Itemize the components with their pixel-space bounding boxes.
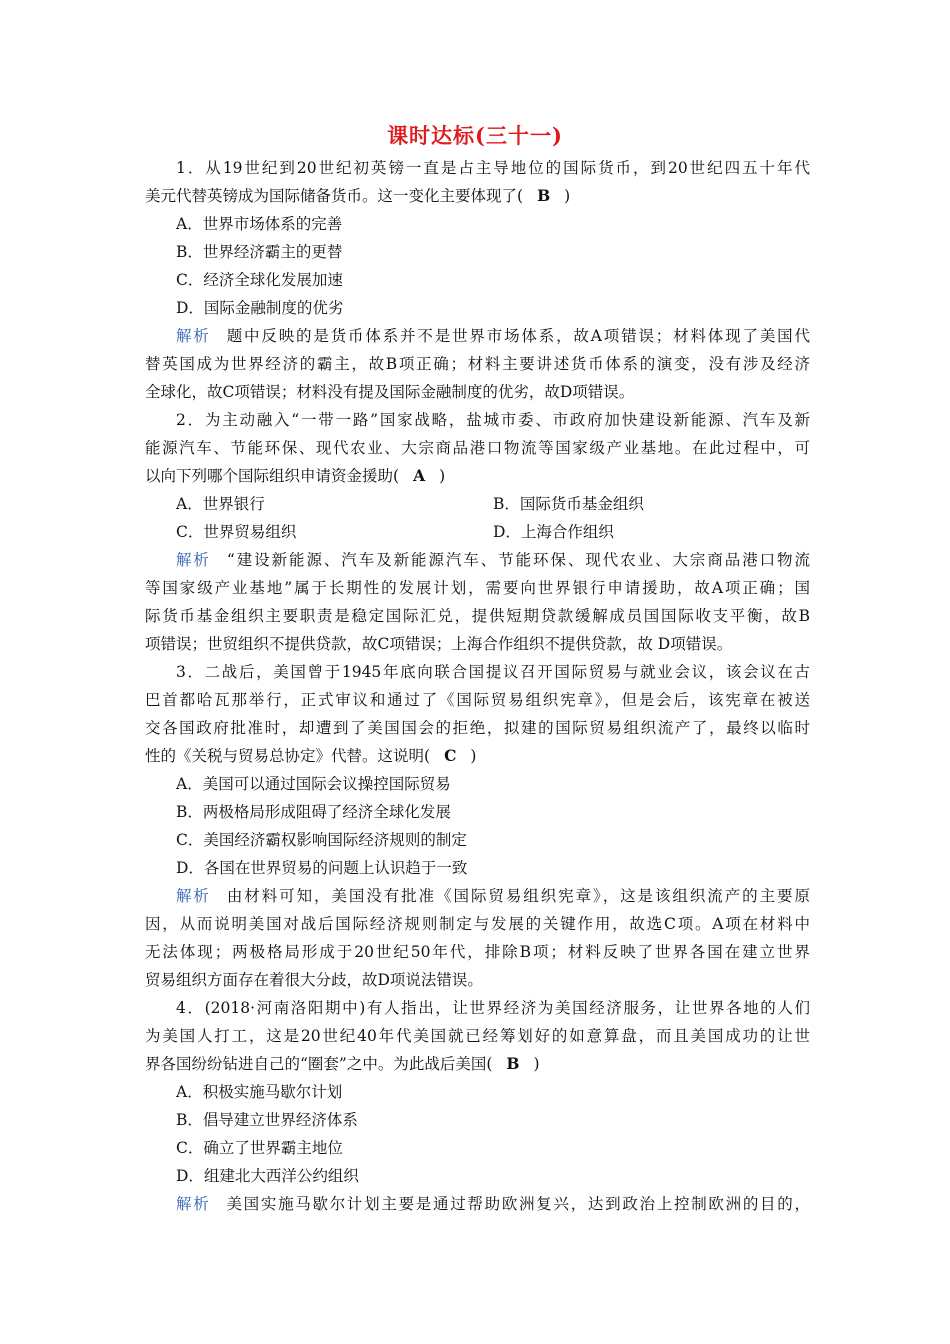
explanation-line: 项错误；世贸组织不提供贷款，故C项错误；上海合作组织不提供贷款，故 D项错误。 <box>145 635 733 653</box>
explanation-line: 等国家级产业基地”属于长期性的发展计划，需要向世界银行申请援助，故A项正确；国 <box>145 579 810 597</box>
question-3 <box>145 658 810 994</box>
question-stem-text: ) <box>564 187 571 205</box>
explanation-text: 题中反映的是货币体系并不是世界市场体系，故A项错误；材料体现了美国代 <box>226 327 810 345</box>
explanation-line <box>145 322 810 350</box>
question-2 <box>145 406 810 658</box>
question-stem-text: ) <box>533 1055 540 1073</box>
question-stem-text: ) <box>439 467 446 485</box>
option-a: A．世界银行 <box>176 495 265 513</box>
answer-letter: B <box>506 1054 520 1073</box>
explanation-label: 解析 <box>176 551 211 569</box>
question-stem-text: 性的《关税与贸易总协定》代替。这说明( <box>145 747 431 765</box>
question-stem-line: 能源汽车、节能环保、现代农业、大宗商品港口物流等国家级产业基地。在此过程中，可 <box>145 439 810 457</box>
question-1 <box>145 154 810 406</box>
explanation-line: 替英国成为世界经济的霸主，故B项正确；材料主要讲述货币体系的演变，没有涉及经济 <box>145 355 810 373</box>
explanation-line <box>145 882 810 910</box>
explanation-line: 际货币基金组织主要职责是稳定国际汇兑，提供短期贷款缓解成员国国际收支平衡，故B <box>145 607 810 625</box>
question-stem-line: 1．从19世纪到20世纪初英镑一直是占主导地位的国际货币，到20世纪四五十年代 <box>176 159 810 177</box>
question-stem-line <box>145 1050 810 1078</box>
option-c: C．美国经济霸权影响国际经济规则的制定 <box>176 831 467 849</box>
explanation-text: 美国实施马歇尔计划主要是通过帮助欧洲复兴，达到政治上控制欧洲的目的， <box>226 1195 810 1213</box>
option-d: D．组建北大西洋公约组织 <box>176 1167 359 1185</box>
option-a: A．积极实施马歇尔计划 <box>176 1083 343 1101</box>
option-b: B．世界经济霸主的更替 <box>176 243 343 261</box>
explanation-line: 贸易组织方面存在着很大分歧，故D项说法错误。 <box>145 971 483 989</box>
question-stem-line <box>145 742 810 770</box>
question-stem-text: 美元代替英镑成为国际储备货币。这一变化主要体现了( <box>145 187 524 205</box>
explanation-text: “建设新能源、汽车及新能源汽车、节能环保、现代农业、大宗商品港口物流 <box>226 551 810 569</box>
option-c: C．确立了世界霸主地位 <box>176 1139 343 1157</box>
question-stem-text: ) <box>470 747 477 765</box>
answer-letter: C <box>444 746 457 765</box>
explanation-line: 无法体现；两极格局形成于20世纪50年代，排除B项；材料反映了世界各国在建立世界 <box>145 943 810 961</box>
question-stem-line: 为美国人打工，这是20世纪40年代美国就已经筹划好的如意算盘，而且美国成功的让世 <box>145 1027 810 1045</box>
answer-letter: A <box>413 466 426 485</box>
option-b: B．倡导建立世界经济体系 <box>176 1111 358 1129</box>
explanation-line <box>145 1190 810 1218</box>
question-4 <box>145 994 810 1218</box>
option-row <box>145 518 810 546</box>
answer-letter: B <box>537 186 551 205</box>
explanation-label: 解析 <box>176 1195 211 1213</box>
question-stem-line: 2．为主动融入“一带一路”国家战略，盐城市委、市政府加快建设新能源、汽车及新 <box>176 411 810 429</box>
explanation-line <box>145 546 810 574</box>
question-stem-line: 3．二战后，美国曾于1945年底向联合国提议召开国际贸易与就业会议，该会议在古 <box>176 663 810 681</box>
option-a: A．世界市场体系的完善 <box>176 215 343 233</box>
explanation-label: 解析 <box>176 887 211 905</box>
option-d: D．各国在世界贸易的问题上认识趋于一致 <box>176 859 468 877</box>
explanation-text: 由材料可知，美国没有批准《国际贸易组织宪章》，这是该组织流产的主要原 <box>226 887 810 905</box>
option-row <box>145 490 810 518</box>
explanation-label: 解析 <box>176 327 211 345</box>
page-title: 课时达标(三十一) <box>387 123 563 148</box>
explanation-line: 因，从而说明美国对战后国际经济规则制定与发展的关键作用，故选C项。A项在材料中 <box>145 915 810 933</box>
option-b: B．两极格局形成阻碍了经济全球化发展 <box>176 803 451 821</box>
document-body <box>145 154 810 1218</box>
question-stem-line <box>145 182 810 210</box>
option-a: A．美国可以通过国际会议操控国际贸易 <box>176 775 451 793</box>
option-c: C．世界贸易组织 <box>176 523 297 541</box>
question-stem-text: 界各国纷纷钻进自己的“圈套”之中。为此战后美国( <box>145 1055 493 1073</box>
option-d: D．国际金融制度的优劣 <box>176 299 344 317</box>
option-c: C．经济全球化发展加速 <box>176 271 343 289</box>
option-d: D．上海合作组织 <box>493 523 614 541</box>
option-b: B．国际货币基金组织 <box>493 495 644 513</box>
question-stem-line: 4．(2018·河南洛阳期中)有人指出，让世界经济为美国经济服务，让世界各地的人们 <box>176 999 810 1017</box>
question-stem-line <box>145 462 810 490</box>
explanation-line: 全球化，故C项错误；材料没有提及国际金融制度的优劣，故D项错误。 <box>145 383 635 401</box>
question-stem-line: 巴首都哈瓦那举行，正式审议和通过了《国际贸易组织宪章》，但是会后，该宪章在被送 <box>145 691 810 709</box>
question-stem-line: 交各国政府批准时，却遭到了美国国会的拒绝，拟建的国际贸易组织流产了，最终以临时 <box>145 719 810 737</box>
question-stem-text: 以向下列哪个国际组织申请资金援助( <box>145 467 400 485</box>
